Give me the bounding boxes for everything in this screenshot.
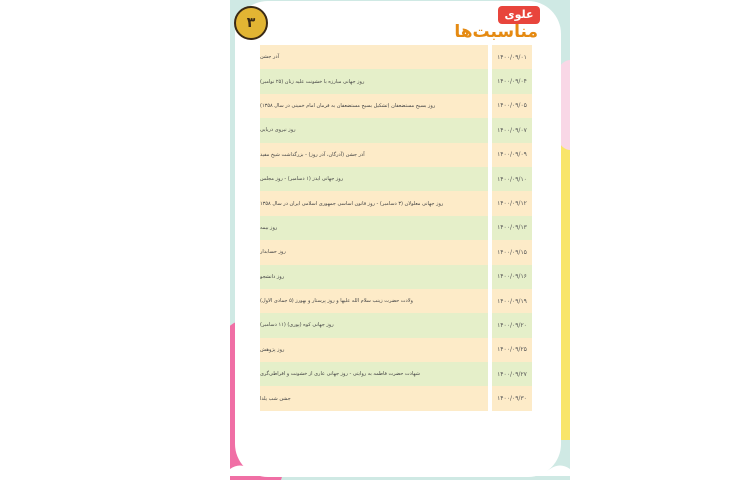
- event-description: روز پژوهش: [260, 338, 488, 362]
- event-date: ۱۴۰۰/۰۹/۳۰: [492, 386, 532, 410]
- event-date: ۱۴۰۰/۰۹/۰۱: [492, 45, 532, 69]
- event-row: [260, 216, 532, 240]
- event-row: [260, 289, 532, 313]
- events-table: [260, 45, 532, 411]
- event-date: ۱۴۰۰/۰۹/۱۰: [492, 167, 532, 191]
- event-row: [260, 94, 532, 118]
- event-description: آذر جشن: [260, 45, 488, 69]
- event-description: روز دانشجو: [260, 265, 488, 289]
- event-description: روز جهانی کوه (پوری) (۱۱ دسامبر): [260, 313, 488, 337]
- page-title: مناسبت‌ها: [454, 22, 538, 42]
- event-row: [260, 191, 532, 215]
- event-description: روز حسابدار: [260, 240, 488, 264]
- event-row: [260, 143, 532, 167]
- event-description: روز بسیج مستضعفان (تشکیل بسیج مستضعفان به فرمان امام خمینی در سال ۱۳۵۸): [260, 94, 488, 118]
- event-description: روز جهانی مبارزه با خشونت علیه زنان (۲۵ نوامبر): [260, 69, 488, 93]
- event-row: [260, 69, 532, 93]
- event-description: ولادت حضرت زینب سلام الله علیها و روز پرستار و بهورز (۵ جمادی الاول): [260, 289, 488, 313]
- event-description: روز جهانی ایدز (۱ دسامبر) - روز مجلس: [260, 167, 488, 191]
- event-date: ۱۴۰۰/۰۹/۱۹: [492, 289, 532, 313]
- event-date: ۱۴۰۰/۰۹/۲۰: [492, 313, 532, 337]
- event-row: [260, 265, 532, 289]
- event-date: ۱۴۰۰/۰۹/۲۷: [492, 362, 532, 386]
- event-row: [260, 167, 532, 191]
- event-description: روز بیمه: [260, 216, 488, 240]
- event-date: ۱۴۰۰/۰۹/۱۲: [492, 191, 532, 215]
- event-description: آذر جشن (آذرگان، آذر روز) - بزرگداشت شیخ مفید: [260, 143, 488, 167]
- event-date: ۱۴۰۰/۰۹/۰۷: [492, 118, 532, 142]
- event-date: ۱۴۰۰/۰۹/۰۴: [492, 69, 532, 93]
- page-number-badge: [234, 6, 268, 40]
- event-row: [260, 362, 532, 386]
- event-row: [260, 118, 532, 142]
- event-description: شهادت حضرت فاطمه به روایتی - روز جهانی عاری از خشونت و افراطی‌گری: [260, 362, 488, 386]
- event-date: ۱۴۰۰/۰۹/۱۳: [492, 216, 532, 240]
- event-description: روز جهانی معلولان (۳ دسامبر) - روز قانون اساسی جمهوری اسلامی ایران در سال ۱۳۵۸: [260, 191, 488, 215]
- event-row: [260, 240, 532, 264]
- wave-border-bottom: [230, 462, 570, 476]
- event-row: [260, 386, 532, 410]
- event-date: ۱۴۰۰/۰۹/۲۵: [492, 338, 532, 362]
- event-row: [260, 338, 532, 362]
- event-date: ۱۴۰۰/۰۹/۰۵: [492, 94, 532, 118]
- event-row: [260, 313, 532, 337]
- brand-logo: علوی: [498, 6, 540, 24]
- event-description: جشن شب یلدا: [260, 386, 488, 410]
- event-date: ۱۴۰۰/۰۹/۱۵: [492, 240, 532, 264]
- event-date: ۱۴۰۰/۰۹/۱۶: [492, 265, 532, 289]
- event-row: [260, 45, 532, 69]
- event-description: روز نیروی دریایی: [260, 118, 488, 142]
- event-date: ۱۴۰۰/۰۹/۰۹: [492, 143, 532, 167]
- page-number: ۳: [246, 15, 256, 31]
